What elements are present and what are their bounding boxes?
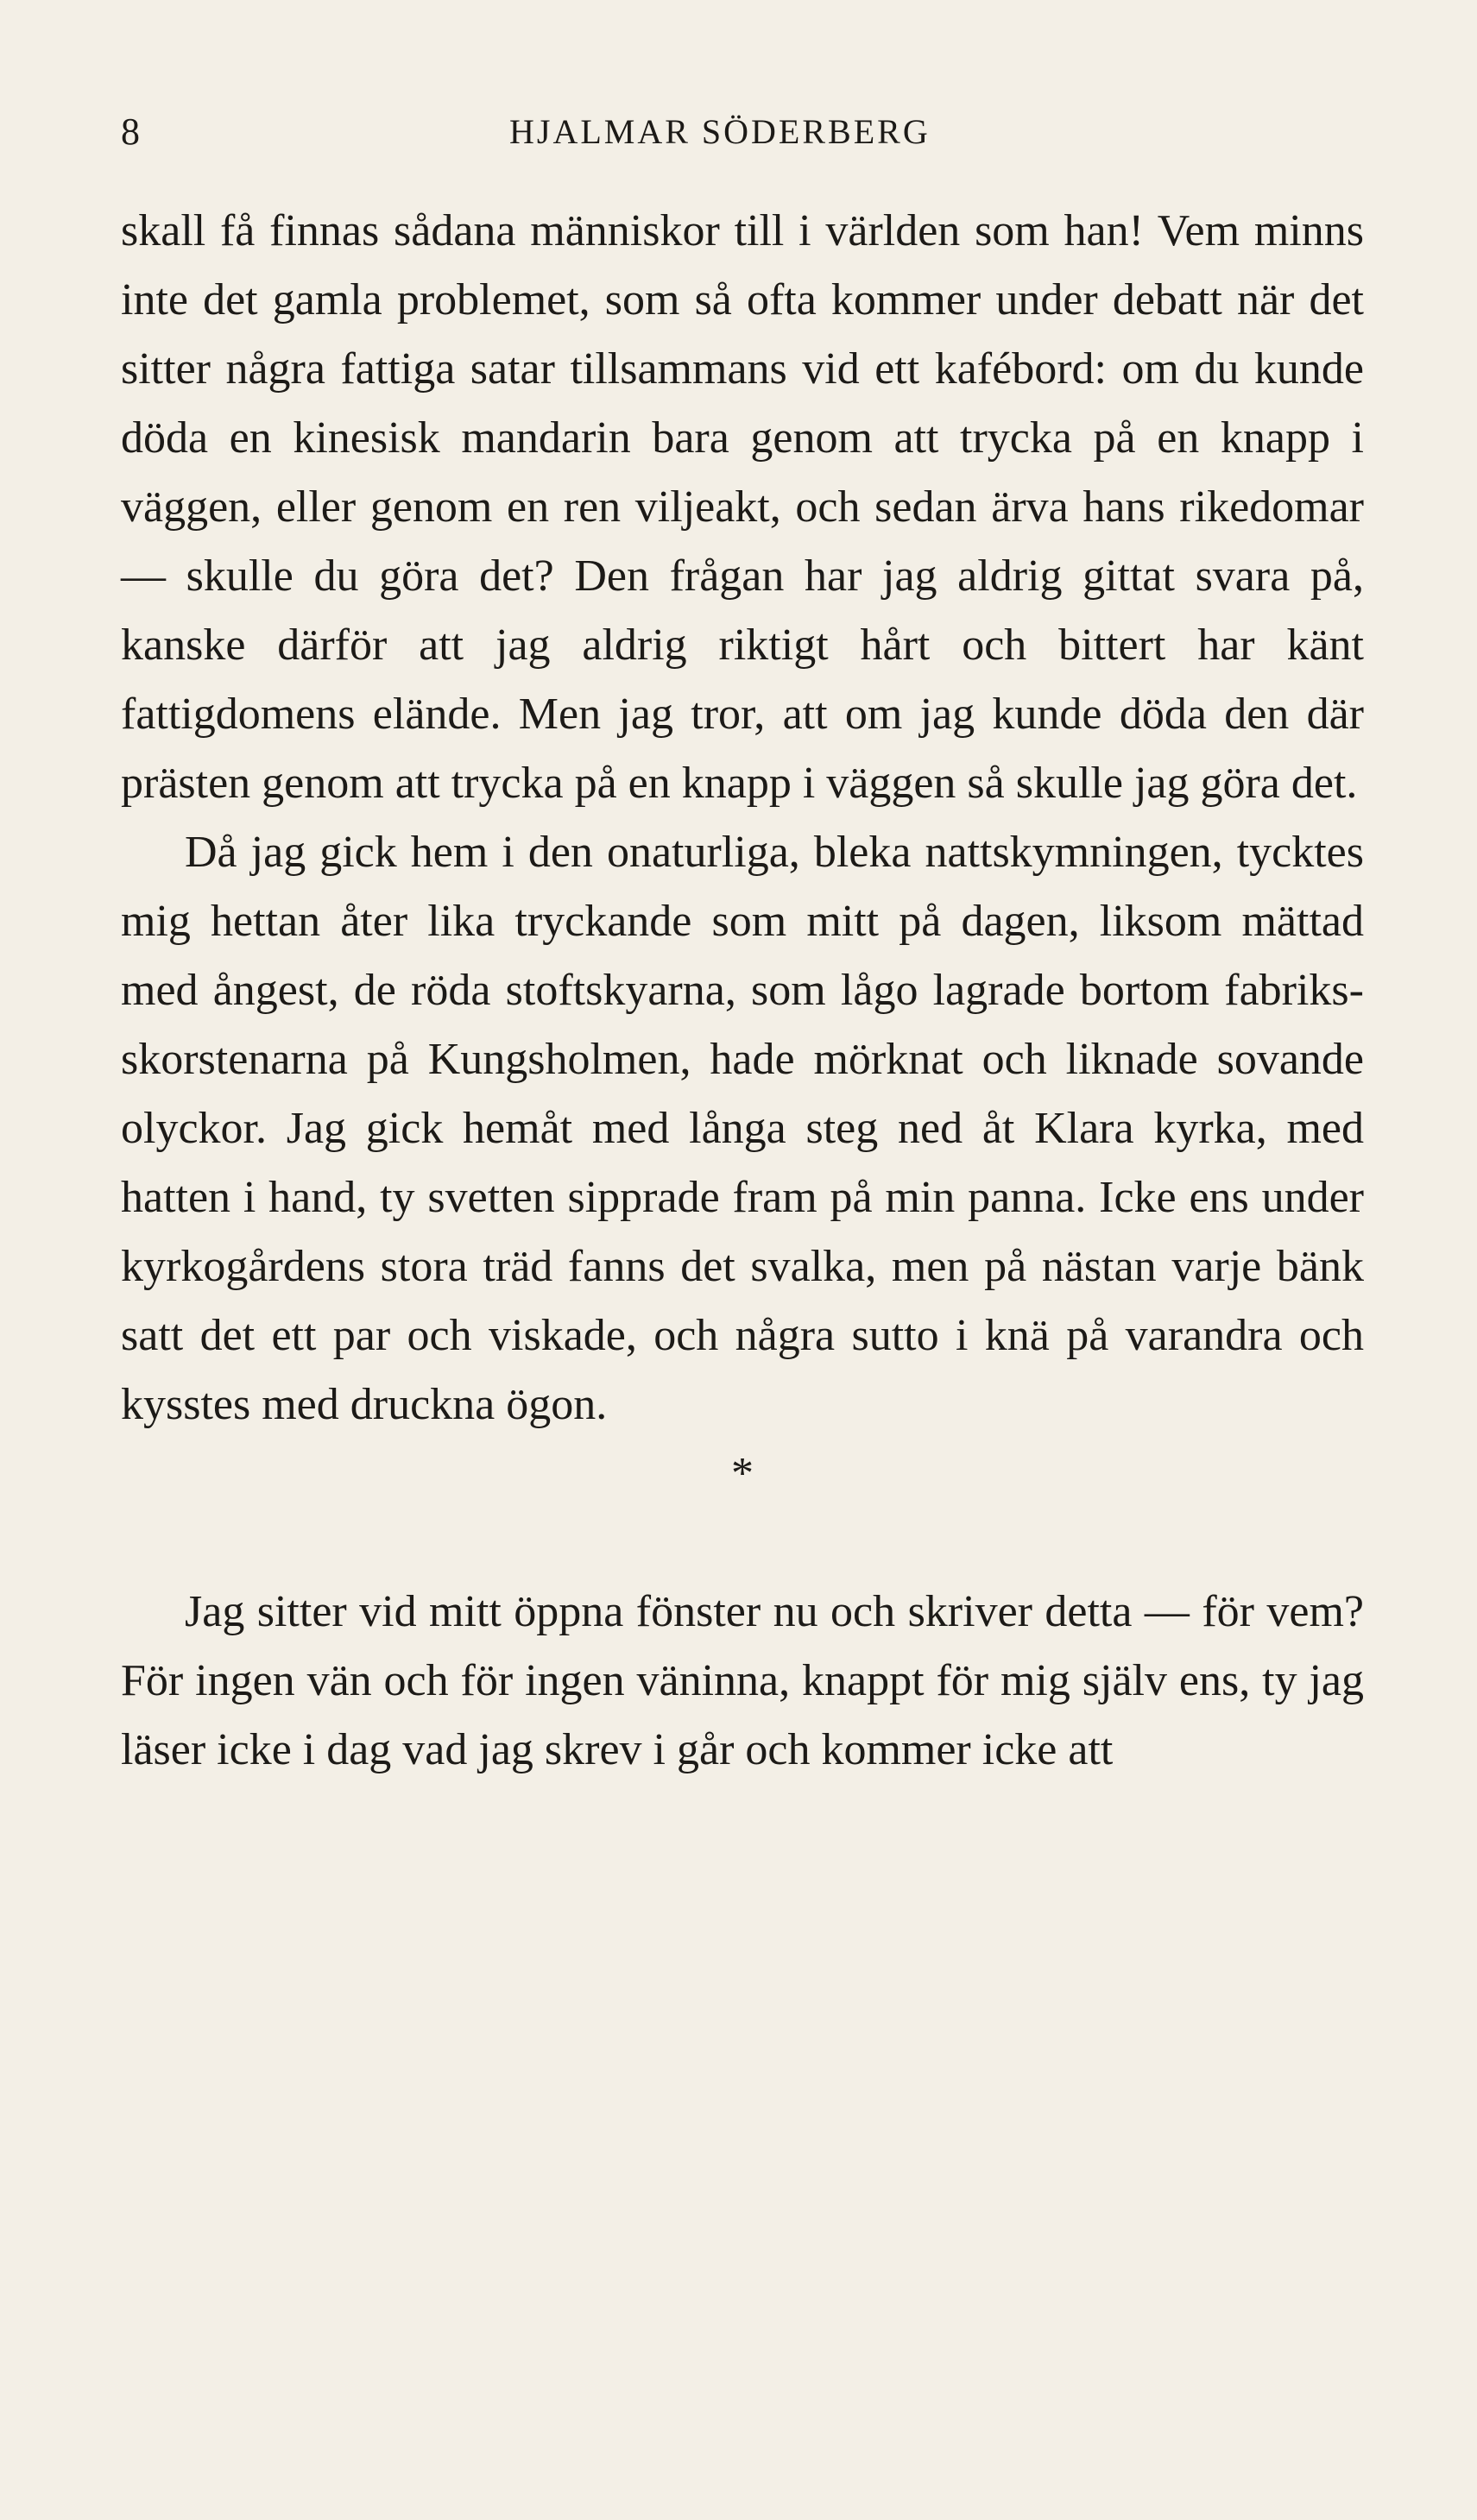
paragraph-continued: skall få finnas sådana människor till i världen som han! Vem minns inte det gamla problemet, som så ofta kommer under debatt när det sitter några fattiga satar tillsammans vid ett kafébord: om du kunde döda en kinesisk mandarin bara genom att trycka på en knapp i väggen, eller genom en ren viljeakt, och sedan ärva hans rikedomar — skulle du göra det? Den frågan har jag aldrig gittat svara på, kanske därför att jag aldrig riktigt hårt och bittert har känt fattigdomens elände. Men jag tror, att om jag kunde döda den där prästen genom att trycka på en knapp i väggen så skulle jag göra det. — [121, 206, 1364, 808]
running-head: HJALMAR SÖDERBERG — [509, 111, 931, 151]
page-header — [121, 105, 1364, 157]
section-separator: * — [731, 1449, 754, 1498]
paragraph-after-break: Jag sitter vid mitt öppna fönster nu och skriver detta — för vem? För ingen vän och för ingen väninna, knappt för mig själv ens, ty jag läser icke i dag vad jag skrev i går och kommer icke att — [121, 1587, 1364, 1774]
body-text — [121, 197, 1364, 1785]
page-number: 8 — [121, 110, 141, 153]
paragraph: Då jag gick hem i den onaturliga, bleka nattskymningen, tycktes mig hettan åter lika tryckande som mitt på dagen, liksom mättad med ångest, de röda stoftskyarna, som lågo lagrade bortom fabriksskorstenarna på Kungsholmen, hade mörknat och liknade sovande olyckor. Jag gick hemåt med långa steg ned åt Klara kyrka, med hatten i hand, ty svetten sipprade fram på min panna. Icke ens under kyrkogårdens stora träd fanns det svalka, men på nästan varje bänk satt det ett par och viskade, och några sutto i knä på varandra och kysstes med druckna ögon. — [121, 828, 1364, 1429]
